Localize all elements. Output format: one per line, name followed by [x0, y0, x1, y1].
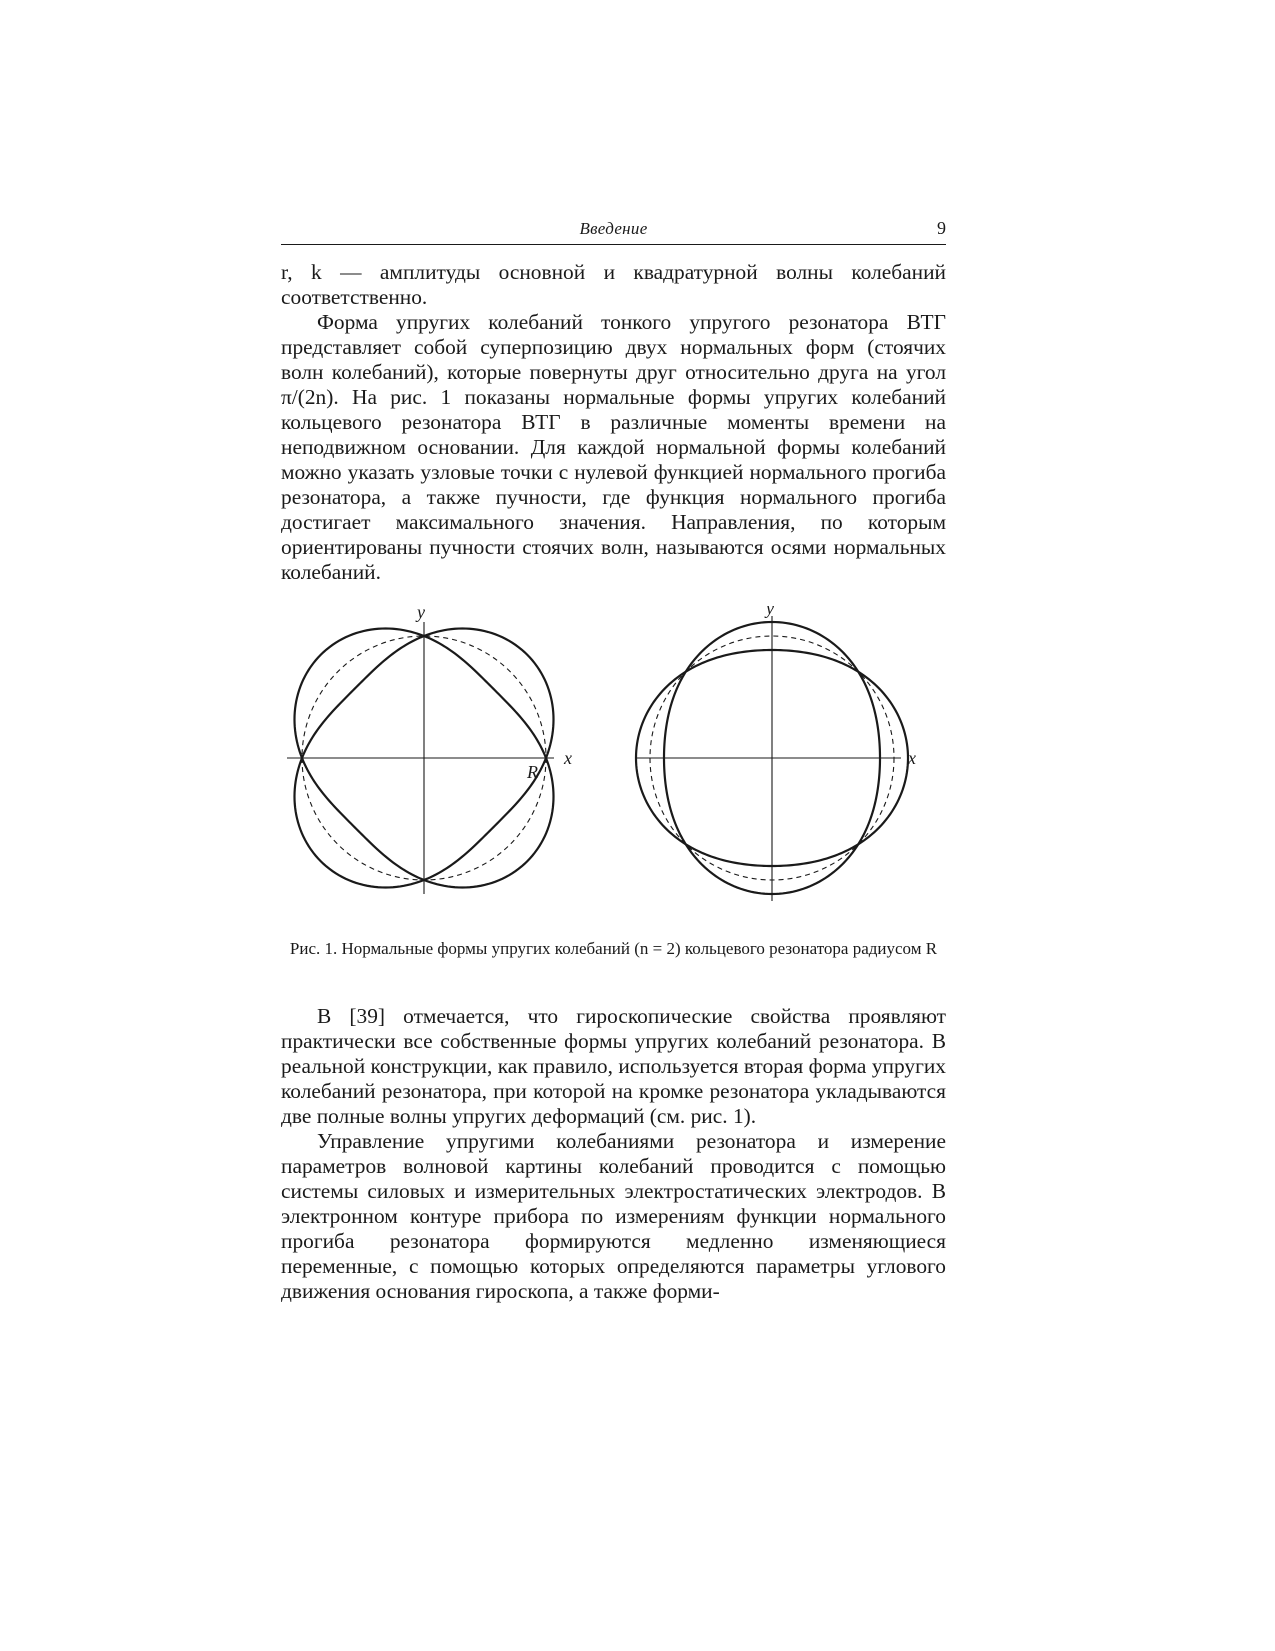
figure-1-drawing [281, 606, 946, 926]
right-y-label: y [766, 606, 774, 618]
paragraph: Управление упругими колебаниями резонатора и измерение параметров волновой картины колебаний проводится с помощью системы силовых и измерительных электростатических электродов. В электронном контуре прибора по измерениям функции нормального прогиба резонатора формируются медленно изменяющиеся переменные, с помощью которых определяются параметры углового движения основания гироскопа, а также форми- [281, 1129, 946, 1303]
left-y-label: y [417, 606, 425, 622]
left-x-label: x [564, 748, 572, 768]
paragraph: r, k — амплитуды основной и квадратурной волны колебаний соответственно. [281, 260, 946, 309]
paragraph: Форма упругих колебаний тонкого упругого резонатора ВТГ представляет собой суперпозицию двух нормальных форм (стоячих волн колебаний), которые повернуты друг относительно друга на угол π/(2n). На рис. 1 показаны нормальные формы упругих колебаний кольцевого резонатора ВТГ в различные моменты времени на неподвижном основании. Для каждой нормальной формы колебаний можно указать узловые точки с нулевой функцией нормального прогиба резонатора, а также пучности, где функция нормального прогиба достигает максимального значения. Направления, по которым ориентированы пучности стоячих волн, называются осями нормальных колебаний. [281, 310, 946, 584]
paragraph: В [39] отмечается, что гироскопические свойства проявляют практически все собственные формы упругих колебаний резонатора. В реальной конструкции, как правило, используется вторая форма упругих колебаний резонатора, при которой на кромке резонатора укладываются две полные волны упругих деформаций (см. рис. 1). [281, 1004, 946, 1128]
left-r-label: R [527, 762, 538, 782]
body-text-top [281, 260, 946, 585]
running-header [281, 216, 946, 245]
body-text-bottom [281, 1004, 946, 1304]
page-number: 9 [937, 218, 946, 238]
figure-1 [281, 606, 946, 926]
running-title: Введение [579, 219, 648, 238]
figure-caption: Рис. 1. Нормальные формы упругих колебаний (n = 2) кольцевого резонатора радиусом R [289, 939, 938, 958]
right-x-label: x [908, 748, 916, 768]
